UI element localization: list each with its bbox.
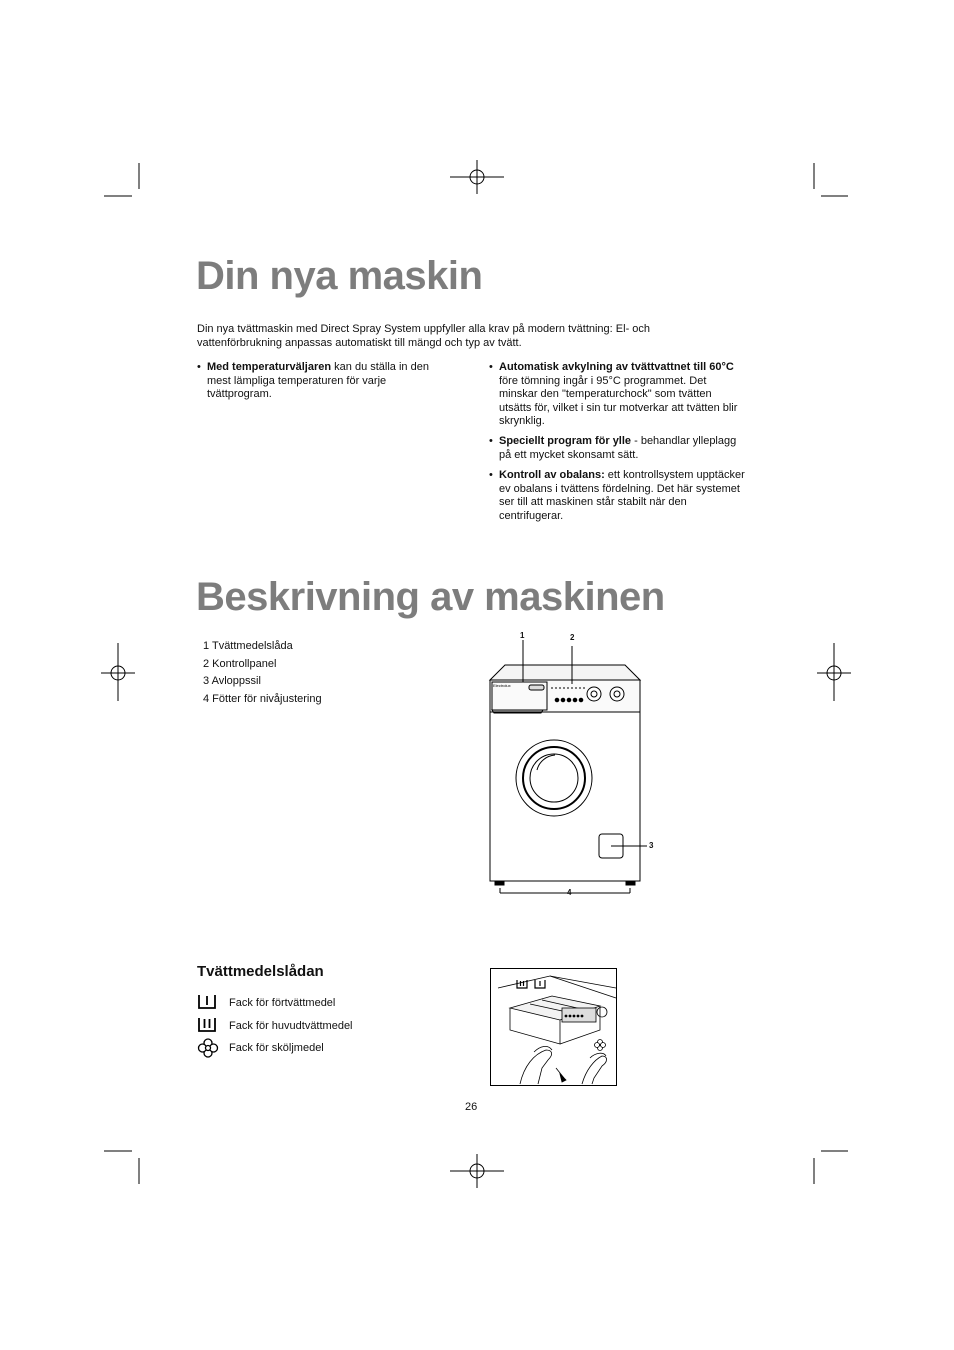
subsection-title: Tvättmedelslådan — [197, 963, 324, 980]
bullet-line: centrifugerar. — [499, 509, 564, 522]
bullet-text: kan du ställa in den — [331, 361, 429, 373]
callout-label: 1 — [520, 631, 525, 640]
callout-label: 2 — [570, 633, 575, 642]
bullet-line: mest lämpliga temperaturen för varje — [207, 374, 387, 387]
prewash-compartment-icon — [197, 993, 217, 1011]
callout-label: 3 — [649, 841, 654, 850]
detergent-drawer-illustration — [490, 968, 617, 1086]
list-item: 2 Kontrollpanel — [203, 657, 277, 670]
bullet-dot: • — [197, 361, 201, 373]
bullet-text: - behandlar ylleplagg — [631, 435, 737, 447]
bullet-dot: • — [489, 469, 493, 481]
softener-flower-icon — [197, 1038, 219, 1058]
bullet-line: minskar den "temperaturchock" som tvätten — [499, 388, 712, 401]
washing-machine-illustration — [485, 640, 660, 900]
callout-label: 4 — [567, 888, 572, 897]
legend-label: Fack för huvudtvättmedel — [229, 1020, 353, 1032]
bullet-heading: Speciellt program för ylle — [499, 435, 632, 447]
bullet-line: på ett mycket skonsamt sätt. — [499, 448, 639, 461]
page-number: 26 — [465, 1101, 478, 1113]
bullet-line: skrynklig. — [499, 415, 545, 428]
mainwash-compartment-icon — [197, 1016, 217, 1034]
bullet-line: före tömning ingår i 95°C programmet. Det — [499, 374, 707, 387]
bullet-heading: Kontroll av obalans: — [499, 469, 605, 481]
list-item: 1 Tvättmedelslåda — [203, 640, 293, 652]
page-title: Din nya maskin — [196, 254, 483, 298]
legend-label: Fack för förtvättmedel — [229, 997, 336, 1009]
list-item: 4 Fötter för nivåjustering — [203, 692, 322, 705]
intro-line-2: vattenförbrukning anpassas automatiskt till mängd och typ av tvätt. — [197, 337, 522, 349]
intro-line-1: Din nya tvättmaskin med Direct Spray System uppfyller alla krav på modern tvättning: El- och — [197, 323, 651, 335]
list-item: 3 Avloppssil — [203, 675, 261, 687]
parts-list — [203, 638, 322, 708]
section-title: Beskrivning av maskinen — [196, 575, 665, 619]
bullet-heading: Automatisk avkylning av tvättvattnet till 60°C — [499, 361, 734, 373]
bullet-line: ser till att maskinen står stabilt när den — [499, 496, 687, 509]
bullet-heading: Med temperaturväljaren — [207, 361, 332, 373]
legend-label: Fack för sköljmedel — [229, 1042, 324, 1054]
bullet-line: tvättprogram. — [207, 388, 272, 401]
panel-brand-text: Electrolux — [493, 683, 511, 688]
bullet-dot: • — [489, 361, 493, 373]
bullet-line: ev obalans i tvättens fördelning. Det här systemet — [499, 482, 740, 495]
bullet-dot: • — [489, 435, 493, 447]
bullet-text: ett kontrollsystem upptäcker — [604, 469, 745, 481]
bullet-line: utsätts för, vilket i sin tur motverkar att tvätten blir — [499, 401, 738, 414]
intro-paragraph — [197, 322, 757, 350]
